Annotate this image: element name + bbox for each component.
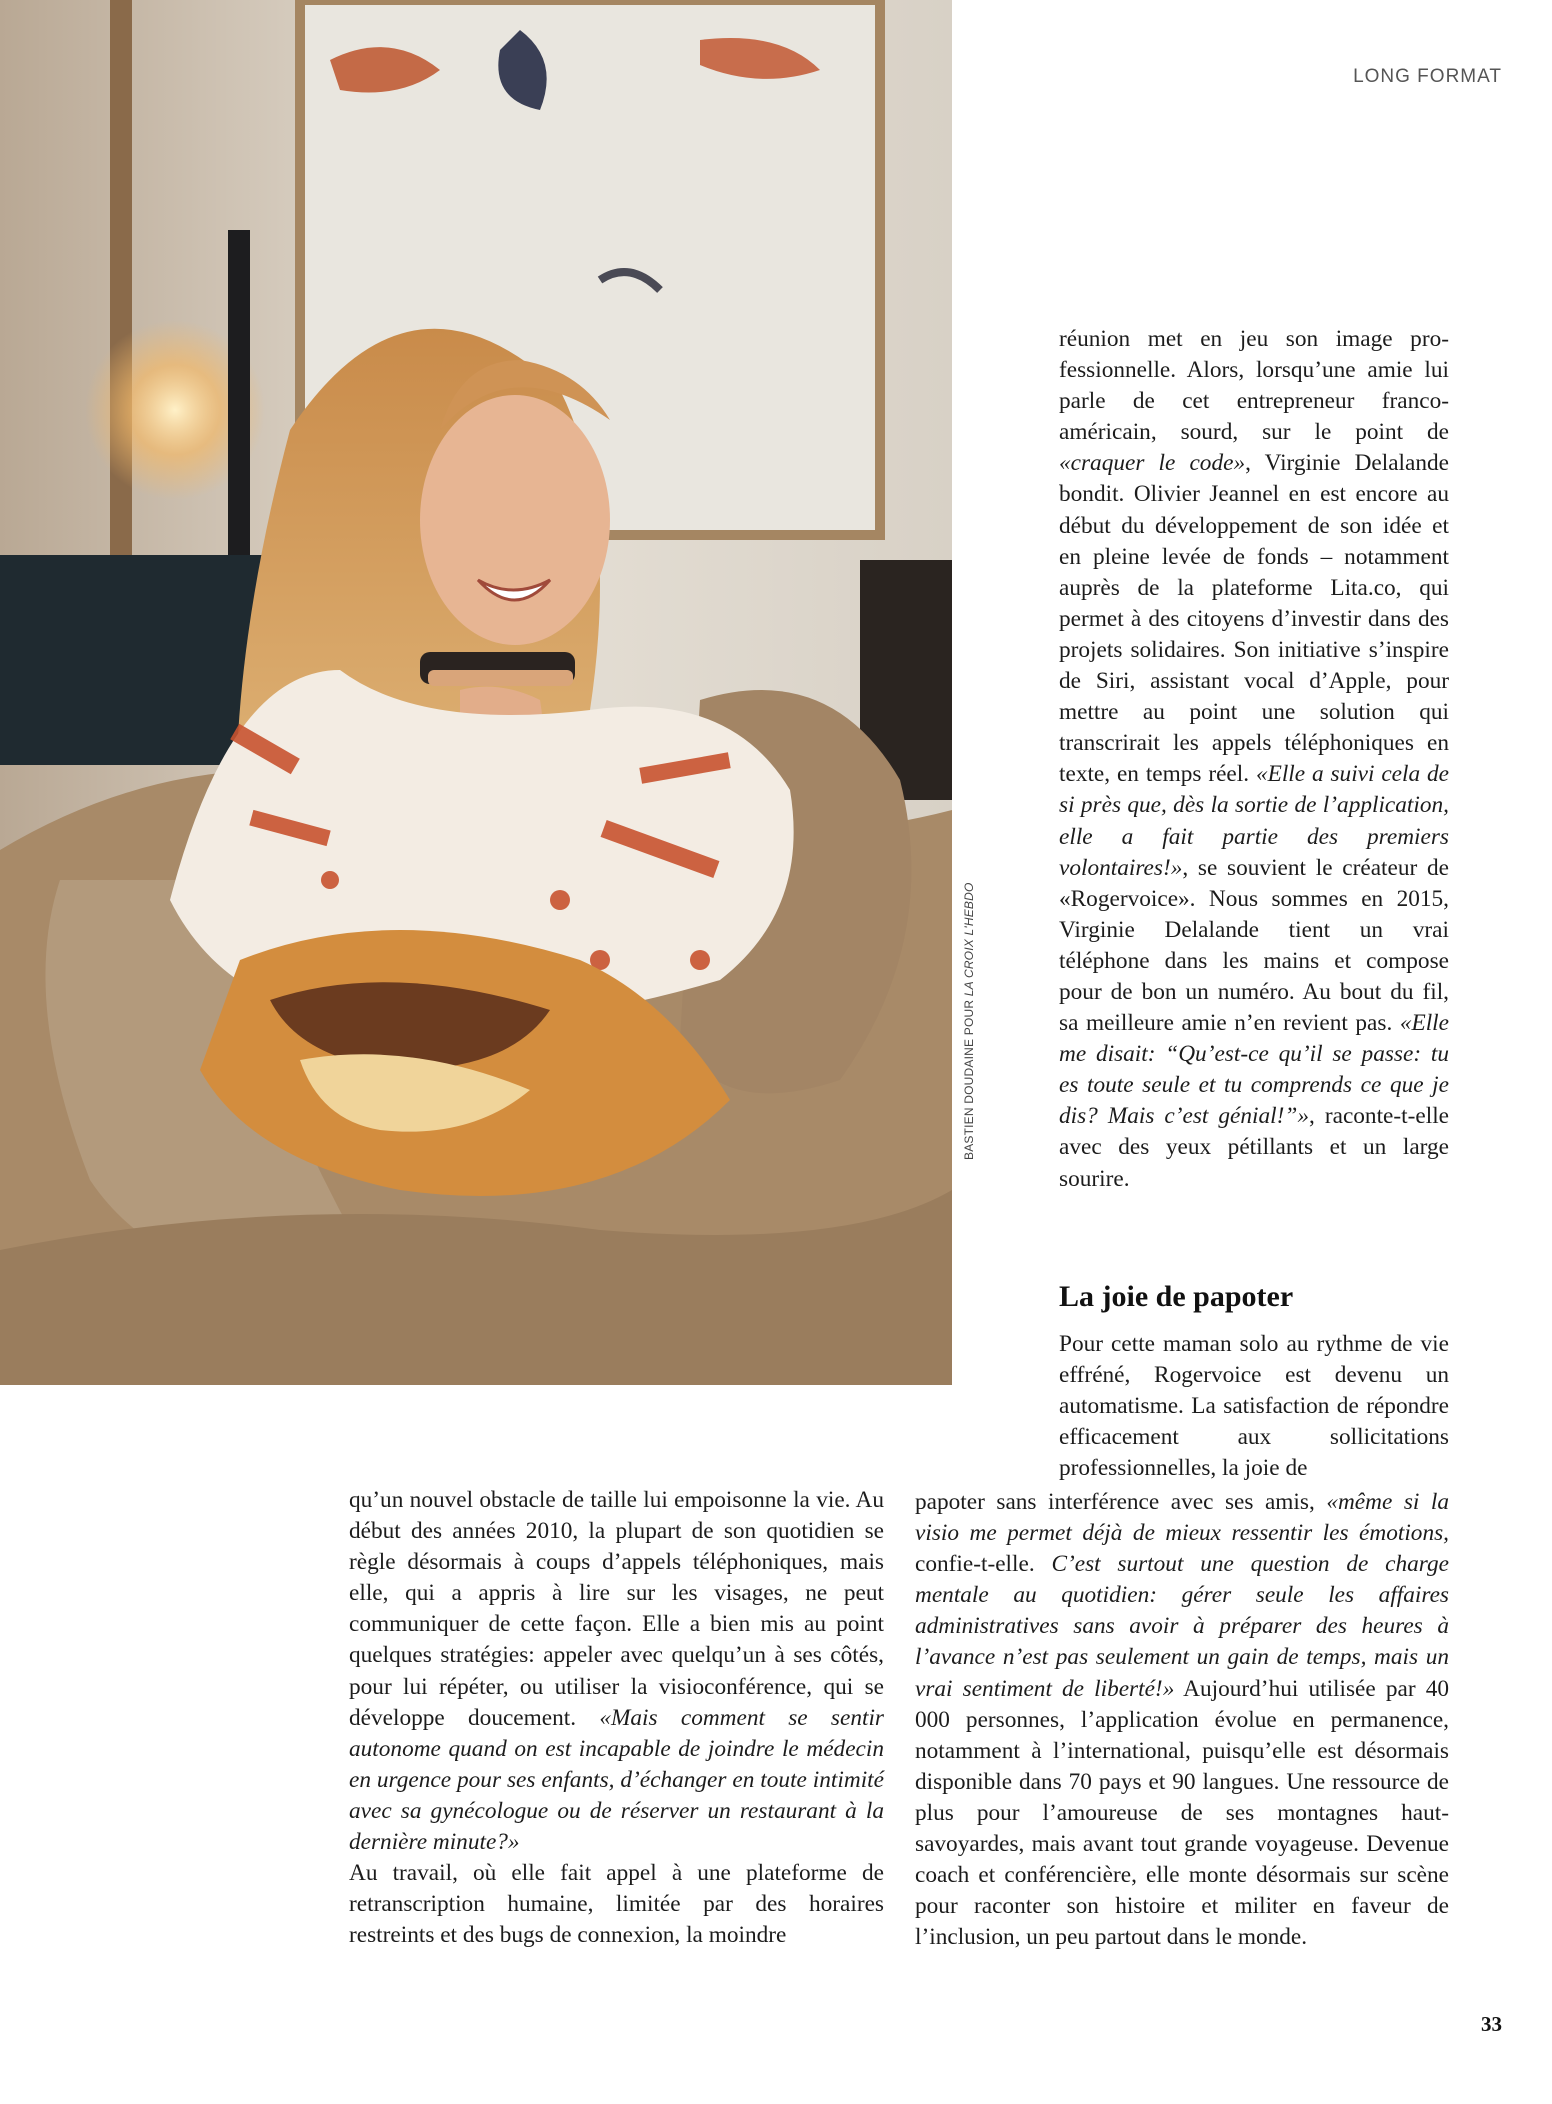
body-text: qu’un nouvel obstacle de taille lui empoisonne la vie. Au début des années 2010, la plupart de son quotidien se règle désormais à coups d’appels téléphoniques, mais elle, qui a appris à lire sur les visages, ne peut communiquer de cette façon. Elle a bien mis au point quelques stratégies: appeler avec quelqu’un à ses côtés, pour lui répéter, ou utiliser la visioconférence, qui se développe doucement.: [349, 1487, 884, 1731]
body-text: réunion met en jeu son image professionnelle. Alors, lorsqu’une amie lui parle de cet entrepreneur franco-américain, sourd, sur le point de: [1059, 326, 1449, 446]
subheading: La joie de papoter: [1059, 1280, 1294, 1313]
body-text: , se souvient le créateur de «Rogervoice». Nous sommes en 2015, Virginie Delalande tient un vrai téléphone dans les mains et compose pour de bon un numéro. Au bout du fil, sa meilleure amie n’en revient pas.: [1059, 854, 1449, 1037]
article-column-left: [349, 1485, 884, 1951]
body-text: Aujourd’hui utilisée par 40 000 personnes, l’application évolue en permanence, notamment à l’international, puisqu’elle est désormais disponible dans 70 pays et 90 langues. Une ressource de plus pour l’amoureuse de ses montagnes haut-savoyardes, mais avant tout grande voyageuse. Devenue coach et conférencière, elle monte désormais sur scène pour raconter son histoire et militer en faveur de l’inclusion, un peu partout dans le monde.: [915, 1675, 1449, 1951]
paragraph: [349, 1485, 884, 1858]
body-text: , raconte-t-elle avec des yeux pétillants et un large sourire.: [1059, 1103, 1450, 1192]
page-number: 33: [1481, 2012, 1502, 2036]
body-text: papoter sans interférence avec ses amis,: [915, 1489, 1327, 1515]
paragraph: [915, 1487, 1449, 1953]
quote-text: «Elle a suivi cela de si près que, dès la sortie de l’application, elle a fait partie des premiers volontaires!»: [1059, 761, 1449, 881]
portrait-illustration: [0, 0, 952, 1385]
quote-text: C’est surtout une question de charge mentale au quotidien: gérer seule les affaires administratives sans avoir à préparer des heures à l’avance n’est pas seulement un gain de temps, mais un vrai sentiment de liberté!»: [915, 1551, 1449, 1702]
section-label: LONG FORMAT: [1353, 66, 1502, 87]
body-text: Pour cette maman solo au rythme de vie effréné, Rogervoice est devenu un automatisme. La satisfaction de répondre efficacement aux sollicitations professionnelles, la joie de: [1059, 1331, 1449, 1482]
portrait-photo: [0, 0, 952, 1385]
body-text: confie-t-elle.: [915, 1551, 1052, 1578]
article-column-right: [915, 1487, 1449, 1953]
paragraph: [349, 1858, 884, 1951]
article-column-intro: [1059, 1329, 1449, 1484]
paragraph: [1059, 324, 1449, 1195]
article-column-top: [1059, 324, 1449, 1195]
photo-credit: [962, 882, 980, 1160]
quote-text: «Mais comment se sentir autonome quand on est incapable de joindre le médecin en urgence pour ses enfants, d’échanger en toute intimité avec sa gynécologue ou de réserver un restaurant à la dernière minute?»: [349, 1704, 884, 1856]
quote-text: «Elle me disait: “Qu’est-ce qu’il se passe: tu es toute seule et tu comprends ce que je dis? Mais c’est génial!”»: [1059, 1010, 1449, 1130]
paragraph: [1059, 1329, 1449, 1484]
body-text: , Virginie Delalande bondit. Olivier Jeannel en est encore au début du développement de son idée et en pleine levée de fonds – notamment auprès de la plateforme Lita.co, qui permet à des citoyens d’investir dans des projets solidaires. Son initiative s’inspire de Siri, assistant vocal d’Apple, pour mettre au point une solution qui transcrirait les appels téléphoniques en texte, en temps réel.: [1059, 450, 1450, 788]
photo-credit-name: BASTIEN DOUDAINE POUR: [962, 999, 976, 1160]
quote-text: «craquer le code»: [1059, 450, 1246, 477]
body-text: Au travail, où elle fait appel à une plateforme de retranscription humaine, limitée par des horaires restreints et des bugs de connexion, la moindre: [349, 1860, 884, 1949]
quote-text: «même si la visio me permet déjà de mieux ressentir les émotions,: [915, 1489, 1449, 1547]
photo-credit-publication: LA CROIX L'HEBDO: [962, 882, 976, 997]
